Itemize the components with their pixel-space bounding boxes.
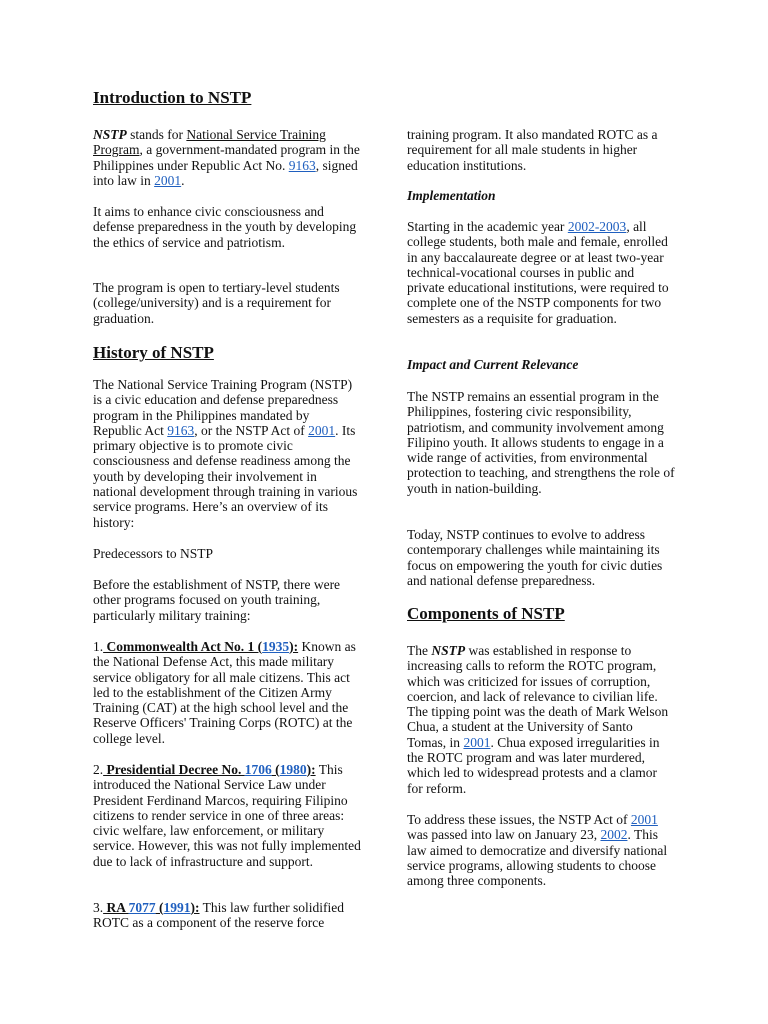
text: Starting in the academic year	[407, 219, 568, 234]
continuation-paragraph: training program. It also mandated ROTC as a requirement for all male students in higher education institutions.	[407, 127, 658, 173]
item-text: This law further solidified ROTC as a component of the reserve force	[93, 900, 344, 931]
intro-paragraph-3: The program is open to tertiary-level students (college/university) and is a requirement for graduation.	[93, 280, 340, 326]
text: The	[407, 643, 432, 658]
predecessors-label: Predecessors to NSTP	[93, 546, 213, 561]
text: . This law aimed to democratize and diversify national service programs, allowing students to choose among three components.	[407, 827, 668, 889]
item-number: 2.	[93, 762, 104, 777]
text: To address these issues, the NSTP Act of	[407, 812, 631, 827]
history-paragraph	[93, 377, 361, 530]
item-number: 3.	[93, 900, 104, 915]
link-1706[interactable]: 1706	[244, 762, 272, 777]
link-2001[interactable]: 2001	[154, 172, 182, 188]
item-title: (	[155, 900, 164, 915]
link-2001[interactable]: 2001	[463, 734, 491, 750]
history-item-2	[93, 762, 361, 869]
text: was passed into law on January 23,	[407, 827, 601, 843]
intro-paragraph-1	[93, 127, 361, 188]
text: The National Service Training Program (NSTP) is a civic education and defense preparedness program in the Philippines mandated by Republic Act	[93, 377, 353, 438]
heading-history: History of NSTP	[93, 343, 214, 362]
item-title: ):	[289, 639, 299, 654]
text: . Its primary objective is to promote civic consciousness and defense readiness among the youth by developing their involvement in national development through training in various service programs. Here’s an overview of its history:	[93, 422, 358, 530]
item-title: ):	[190, 900, 200, 915]
components-paragraph-2	[407, 812, 675, 888]
item-text: This introduced the National Service Law under President Ferdinand Marcos, requiring Filipino citizens to render service in one of three areas: civic welfare, law enforcement, or military service. However, this was not fully implemented due to lack of infrastructure and support.	[93, 762, 361, 869]
components-paragraph-1	[407, 643, 675, 796]
history-item-1	[93, 639, 361, 746]
link-2001[interactable]: 2001	[630, 812, 658, 827]
link-ra-9163[interactable]: 9163	[288, 157, 316, 173]
item-title: Commonwealth Act No. 1 (	[103, 639, 263, 654]
nstp-abbrev: NSTP	[431, 643, 466, 658]
item-title: ):	[306, 762, 316, 777]
link-1991[interactable]: 1991	[163, 900, 191, 915]
link-7077[interactable]: 7077	[128, 900, 156, 915]
nstp-fullname: National Service Training Program	[93, 127, 326, 158]
heading-components: Components of NSTP	[407, 604, 565, 623]
text: stands for	[126, 127, 187, 142]
item-title: (	[271, 762, 280, 777]
impact-paragraph-1: The NSTP remains an essential program in the Philippines, fostering civic responsibility, patriotism, and community involvement among Filipino youth. It allows students to engage in a wide range of activities, from environmental protection to teaching, and strengthens the role of youth in nation-building.	[407, 389, 675, 496]
link-2002[interactable]: 2002	[600, 827, 628, 843]
implementation-paragraph	[407, 219, 675, 326]
nstp-abbrev: NSTP	[93, 127, 127, 142]
text: , or the NSTP Act of	[194, 422, 309, 438]
item-text: Known as the National Defense Act, this made military service obligatory for all male citizens. This act led to the establishment of the Citizen Army Training (CAT) at the high school level and the Reserve Officers' Training Corps (ROTC) at the college level.	[93, 639, 356, 746]
text: , all college students, both male and female, enrolled in any baccalaureate degree or at least two-year technical-vocational courses in public and private educational institutions, were required to complete one of the NSTP components for two semesters as a requisite for graduation.	[407, 219, 669, 326]
intro-paragraph-2: It aims to enhance civic consciousness and defense preparedness in the youth by developing the ethics of service and patriotism.	[93, 204, 357, 250]
item-title: RA	[103, 900, 129, 915]
impact-paragraph-2: Today, NSTP continues to evolve to address contemporary challenges while maintaining its focus on empowering the youth for civic duties and national defense preparedness.	[407, 527, 663, 588]
heading-introduction: Introduction to NSTP	[93, 88, 252, 107]
text: .	[181, 172, 185, 188]
text: , a government-mandated program in the Philippines under Republic Act No.	[93, 142, 360, 173]
text: was established in response to increasing calls to reform the ROTC program, which was criticized for issues of corruption, coercion, and lack of relevance to civilian life. The tipping point was the death of Mark Welson Chua, a student at the University of Santo Tomas, in	[407, 643, 669, 750]
text: , signed into law in	[93, 157, 358, 188]
before-paragraph: Before the establishment of NSTP, there were other programs focused on youth training, particularly military training:	[93, 577, 341, 623]
link-2001[interactable]: 2001	[308, 422, 336, 438]
subheading-impact: Impact and Current Relevance	[407, 357, 579, 372]
link-1980[interactable]: 1980	[279, 762, 307, 777]
item-number: 1.	[93, 639, 104, 654]
text: . Chua exposed irregularities in the ROTC program and was later murdered, which led to widespread protests and a clamor for reform.	[407, 734, 660, 796]
history-item-3	[93, 900, 361, 931]
subheading-implementation: Implementation	[407, 188, 496, 203]
link-2002-2003[interactable]: 2002-2003	[567, 219, 627, 234]
link-1935[interactable]: 1935	[262, 639, 290, 654]
item-title: Presidential Decree No.	[103, 762, 245, 777]
link-ra-9163[interactable]: 9163	[167, 422, 195, 438]
